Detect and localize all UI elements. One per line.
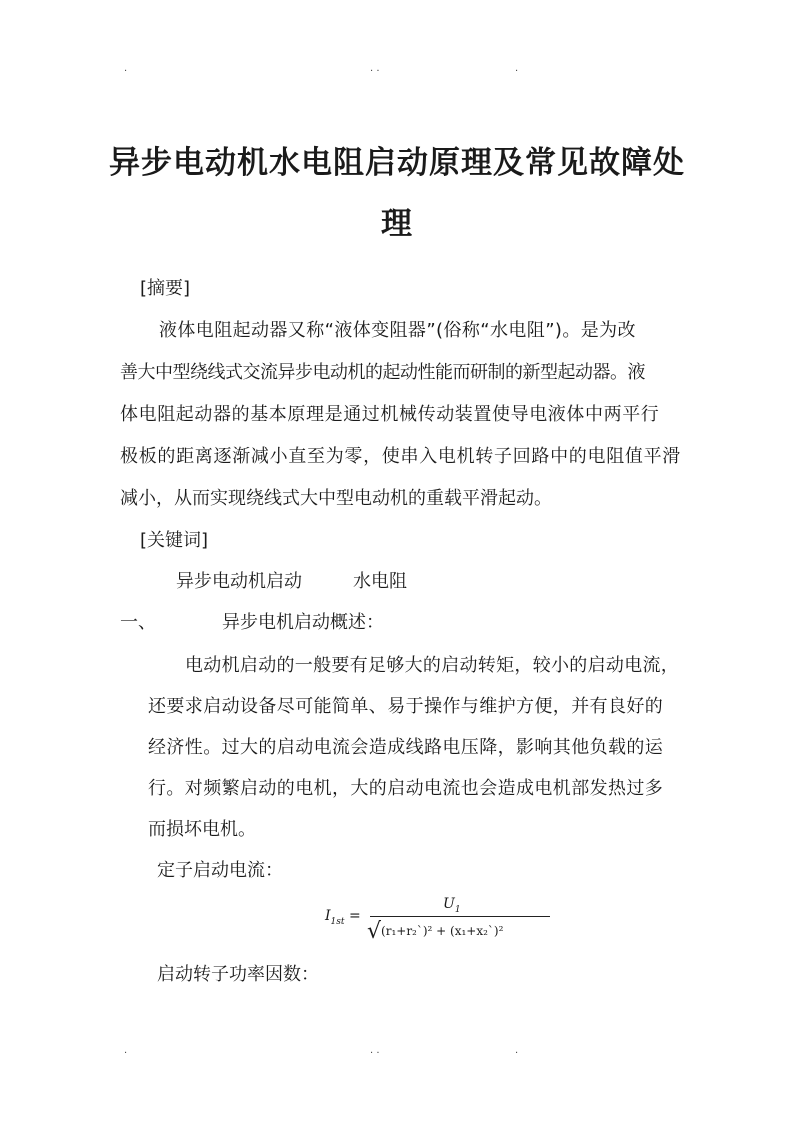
keyword-item: 异步电动机启动	[176, 571, 302, 592]
section-line: 行。对频繁启动的电机，大的启动电流也会造成电机部发热过多	[148, 778, 664, 799]
formula-denominator: √(r₁+r₂`)² + (x₁+x₂`)²	[367, 919, 504, 944]
footer-dot-left: .	[124, 1045, 128, 1056]
abstract-line: 液体电阻起动器又称“液体变阻器”(俗称“水电阻”)。是为改	[159, 320, 636, 341]
section-line: 经济性。过大的启动电流会造成线路电压降，影响其他负载的运	[148, 737, 664, 758]
stator-current-label: 定子启动电流：	[157, 860, 283, 881]
footer-dot-right: .	[515, 1045, 519, 1056]
footer-dot-center: . .	[370, 1045, 380, 1056]
rotor-power-factor-label: 启动转子功率因数：	[157, 964, 319, 985]
document-title-line2: 理	[381, 206, 413, 242]
section-title: 异步电机启动概述：	[222, 612, 384, 633]
abstract-line: 体电阻起动器的基本原理是通过机械传动装置使导电液体中两平行	[120, 404, 660, 425]
abstract-line: 减小，从而实现绕线式大中型电动机的重载平滑起动。	[120, 488, 552, 509]
formula-lhs: $I_{1st}$ =	[325, 908, 361, 927]
section-line: 还要求启动设备尽可能简单、易于操作与维护方便，并有良好的	[148, 696, 664, 717]
section-number: 一、	[120, 612, 156, 633]
keyword-item: 水电阻	[353, 571, 407, 592]
section-line: 电动机启动的一般要有足够大的启动转矩，较小的启动电流，	[185, 655, 680, 676]
abstract-line: 极板的距离逐渐减小直至为零，使串入电机转子回路中的电阻值平滑	[120, 446, 681, 467]
header-dot-left: .	[124, 63, 128, 74]
abstract-heading: [摘要]	[140, 278, 191, 299]
header-dot-center: . .	[370, 63, 380, 74]
header-dot-right: .	[515, 63, 519, 74]
formula-numerator: $U_1$	[443, 896, 461, 915]
starting-current-formula	[325, 896, 555, 946]
abstract-line: 善大中型绕线式交流异步电动机的起动性能而研制的新型起动器。液	[120, 362, 645, 383]
keywords-heading: [关键词]	[140, 530, 209, 551]
section-line: 而损坏电机。	[148, 819, 256, 840]
document-title-line1: 异步电动机水电阻启动原理及常见故障处	[109, 145, 685, 181]
radical-sign-icon: √	[367, 919, 382, 944]
